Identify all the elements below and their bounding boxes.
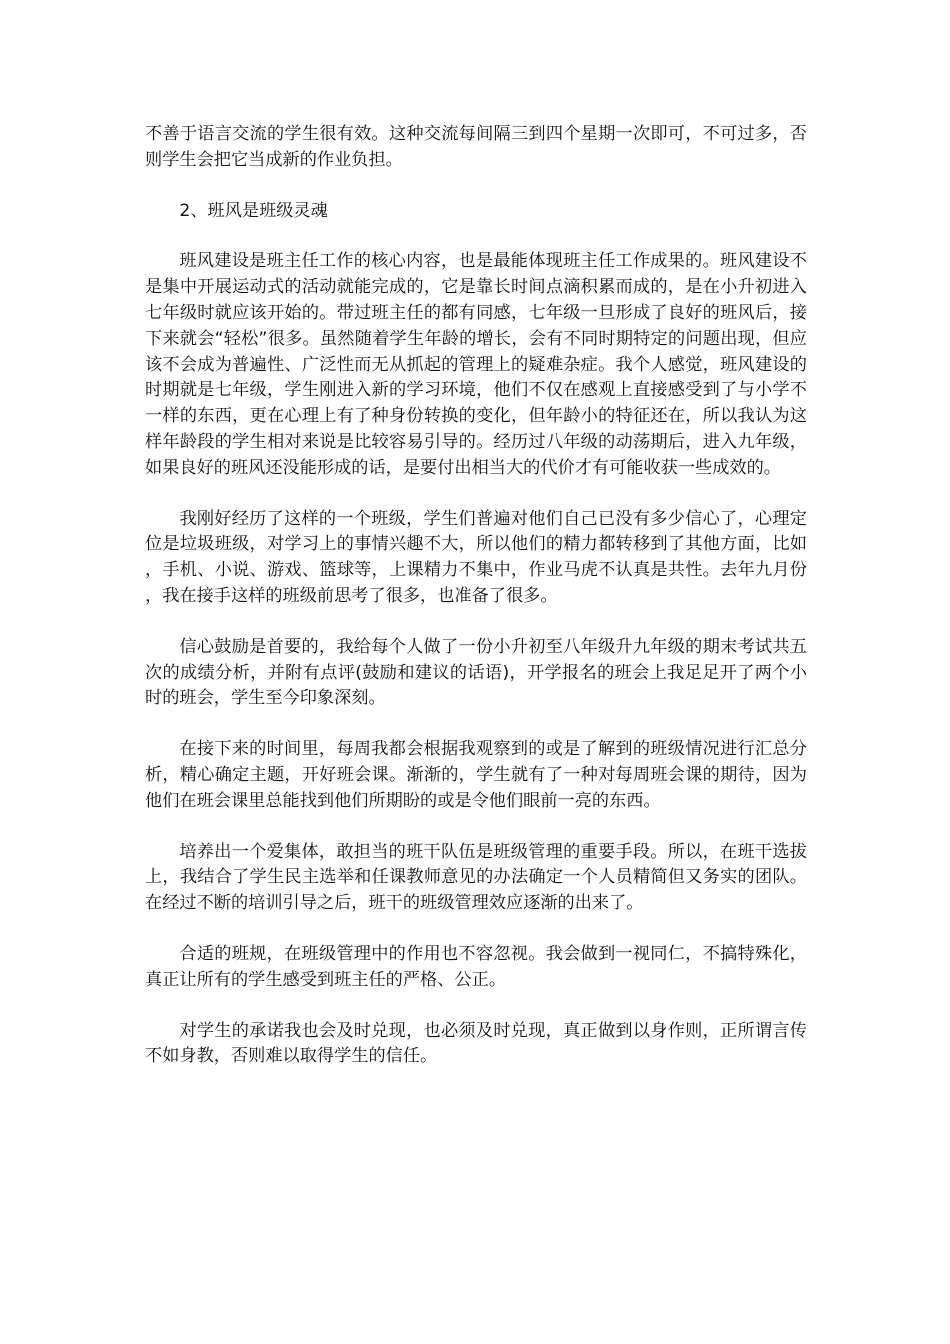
paragraph-class-meetings: 在接下来的时间里，每周我都会根据我观察到的或是了解到的班级情况进行汇总分析，精心确定主题，开好班会课。渐渐的，学生就有了一种对每周班会课的期待，因为他们在班会课里总能找到他们所期盼的或是令他们眼前一亮的东西。 [145, 739, 807, 811]
paragraph-encouragement: 信心鼓励是首要的，我给每个人做了一份小升初至八年级升九年级的期末考试共五次的成绩分析，并附有点评(鼓励和建议的话语)，开学报名的班会上我足足开了两个小时的班会，学生至今印象深刻。 [145, 636, 807, 709]
paragraph-class-leaders: 培养出一个爱集体，敢担当的班干队伍是班级管理的重要手段。所以，在班干选拔上，我结合了学生民主选举和任课教师意见的办法确定一个人员精简但又务实的团队。在经过不断的培训引导之后，班干的班级管理效应逐渐的出来了。 [145, 841, 807, 914]
paragraph-experience: 我刚好经历了这样的一个班级，学生们普遍对他们自己已没有多少信心了，心理定位是垃圾班级，对学习上的事情兴趣不大，所以他们的精力都转移到了其他方面，比如，手机、小说、游戏、篮球等，上课精力不集中，作业马虎不认真是共性。去年九月份，我在接手这样的班级前思考了很多，也准备了很多。 [145, 508, 807, 606]
paragraph-continuation: 不善于语言交流的学生很有效。这种交流每间隔三到四个星期一次即可，不可过多，否则学生会把它当成新的作业负担。 [145, 124, 807, 170]
paragraph-class-spirit: 班风建设是班主任工作的核心内容，也是最能体现班主任工作成果的。班风建设不是集中开展运动式的活动就能完成的，它是靠长时间点滴积累而成的，是在小升初进入七年级时就应该开始的。带过班主任的都有同感，七年级一旦形成了良好的班风后，接下来就会“轻松”很多。虽然随着学生年龄的增长，会有不同时期特定的问题出现，但应该不会成为普遍性、广泛性而无从抓起的管理上的疑难杂症。我个人感觉，班风建设的时期就是七年级，学生刚进入新的学习环境，他们不仅在感观上直接感受到了与小学不一样的东西，更在心理上有了种身份转换的变化，但年龄小的特征还在，所以我认为这样年龄段的学生相对来说是比较容易引导的。经历过八年级的动荡期后，进入九年级，如果良好的班风还没能形成的话，是要付出相当大的代价才有可能收获一些成效的。 [145, 251, 807, 478]
document-page [145, 122, 807, 1095]
paragraph-class-rules: 合适的班规，在班级管理中的作用也不容忽视。我会做到一视同仁，不搞特殊化，真正让所有的学生感受到班主任的严格、公正。 [145, 943, 807, 990]
paragraph-promises: 对学生的承诺我也会及时兑现，也必须及时兑现，真正做到以身作则，正所谓言传不如身教，否则难以取得学生的信任。 [145, 1020, 807, 1067]
section-heading: 2、班风是班级灵魂 [179, 200, 328, 221]
